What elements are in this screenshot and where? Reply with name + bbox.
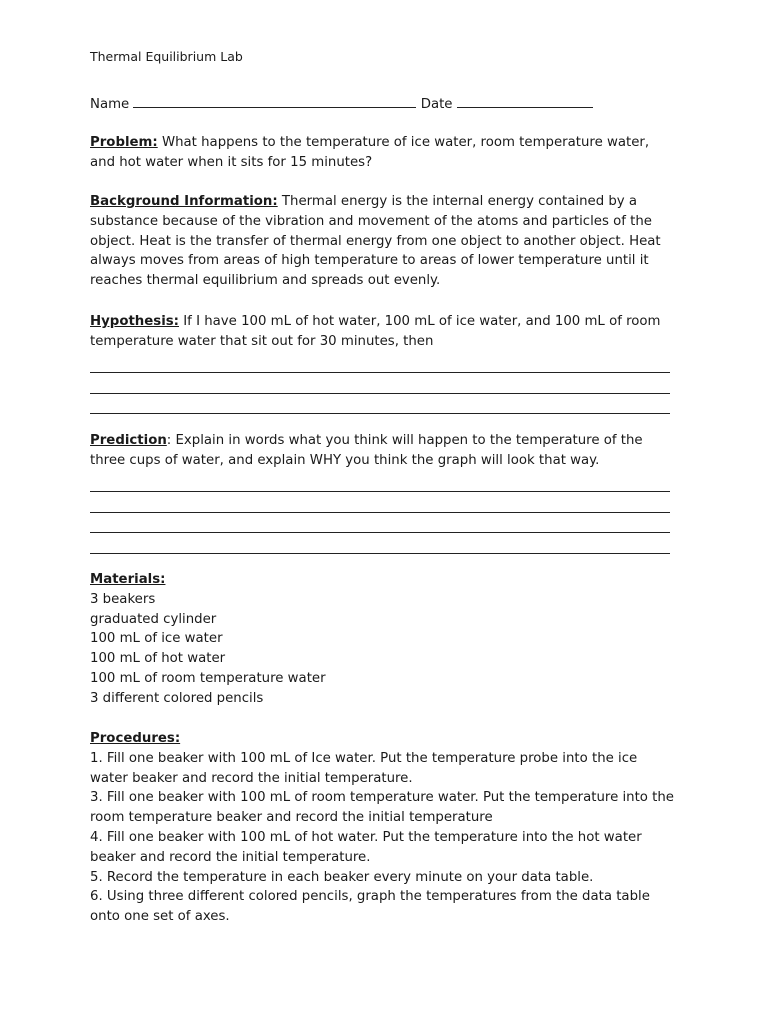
hypothesis-text: If I have 100 mL of hot water, 100 mL of ice water, and 100 mL of room temperature water that sit out for 30 minutes, then bbox=[90, 314, 661, 349]
prediction-text: : Explain in words what you think will happen to the temperature of the three cups of water, and explain WHY you think the graph will look that way. bbox=[90, 433, 643, 468]
materials-label: Materials: bbox=[90, 572, 166, 587]
prediction-answer-lines[interactable] bbox=[90, 471, 670, 554]
procedure-step: 3. Fill one beaker with 100 mL of room temperature water. Put the temperature into the room temperature beaker and record the initial temperature bbox=[90, 790, 674, 826]
answer-line[interactable] bbox=[90, 492, 670, 513]
procedure-step: 5. Record the temperature in each beaker every minute on your data table. bbox=[90, 869, 594, 885]
material-item: 3 different colored pencils bbox=[90, 690, 264, 706]
name-label: Name bbox=[90, 97, 130, 112]
material-item: 100 mL of hot water bbox=[90, 651, 226, 667]
problem-section bbox=[90, 133, 674, 173]
answer-line[interactable] bbox=[90, 471, 670, 492]
answer-line[interactable] bbox=[90, 352, 670, 373]
procedures-label: Procedures: bbox=[90, 731, 181, 746]
problem-text: What happens to the temperature of ice water, room temperature water, and hot water when it sits for 15 minutes? bbox=[90, 135, 650, 170]
problem-label: Problem: bbox=[90, 135, 158, 150]
procedure-step: 1. Fill one beaker with 100 mL of Ice water. Put the temperature probe into the ice water beaker and record the initial temperature. bbox=[90, 750, 638, 786]
name-blank[interactable] bbox=[133, 93, 416, 108]
answer-line[interactable] bbox=[90, 533, 670, 554]
material-item: graduated cylinder bbox=[90, 611, 217, 627]
background-section bbox=[90, 192, 674, 291]
answer-line[interactable] bbox=[90, 513, 670, 534]
name-date-row bbox=[90, 93, 674, 115]
background-label: Background Information: bbox=[90, 194, 278, 209]
procedure-step: 6. Using three different colored pencils, graph the temperatures from the data table onto one set of axes. bbox=[90, 889, 650, 925]
procedures-section bbox=[90, 729, 674, 927]
materials-section bbox=[90, 570, 674, 709]
prediction-section bbox=[90, 431, 674, 471]
date-blank[interactable] bbox=[457, 93, 593, 108]
lab-title: Thermal Equilibrium Lab bbox=[90, 49, 243, 64]
material-item: 100 mL of room temperature water bbox=[90, 670, 326, 686]
answer-line[interactable] bbox=[90, 394, 670, 415]
prediction-label: Prediction bbox=[90, 433, 167, 448]
background-text: Thermal energy is the internal energy contained by a substance because of the vibration and movement of the atoms and particles of the object. Heat is the transfer of thermal energy from one object to another object. Heat always moves from areas of high temperature to areas of lower temperature until it reaches thermal equilibrium and spreads out evenly. bbox=[90, 194, 661, 289]
hypothesis-label: Hypothesis: bbox=[90, 314, 179, 329]
date-label: Date bbox=[420, 97, 453, 112]
hypothesis-section bbox=[90, 312, 674, 352]
material-item: 3 beakers bbox=[90, 591, 156, 607]
procedure-step: 4. Fill one beaker with 100 mL of hot water. Put the temperature into the hot water beaker and record the initial temperature. bbox=[90, 829, 642, 865]
answer-line[interactable] bbox=[90, 373, 670, 394]
material-item: 100 mL of ice water bbox=[90, 631, 223, 647]
hypothesis-answer-lines[interactable] bbox=[90, 352, 670, 414]
